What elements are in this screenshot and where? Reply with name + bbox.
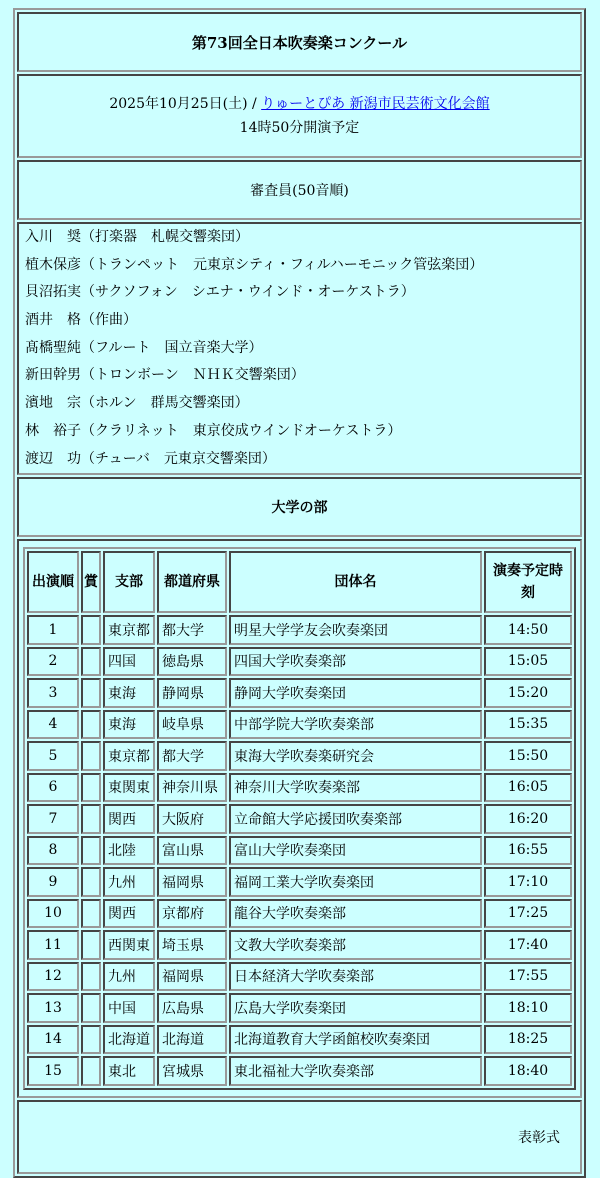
judges-heading: 審査員(50音順) bbox=[17, 160, 582, 220]
table-row bbox=[27, 773, 572, 803]
section-heading: 大学の部 bbox=[17, 477, 582, 537]
cell-group: 広島大学吹奏楽団 bbox=[229, 993, 482, 1023]
cell-group: 立命館大学応援団吹奏楽部 bbox=[229, 804, 482, 834]
cell-branch: 北海道 bbox=[103, 1025, 155, 1055]
table-row bbox=[27, 930, 572, 960]
cell-time: 18:25 bbox=[484, 1025, 572, 1055]
cell-branch: 東海 bbox=[103, 710, 155, 740]
cell-award bbox=[81, 867, 101, 897]
cell-group: 富山大学吹奏楽団 bbox=[229, 836, 482, 866]
cell-award bbox=[81, 615, 101, 645]
cell-time: 17:25 bbox=[484, 899, 572, 929]
cell-group: 中部学院大学吹奏楽部 bbox=[229, 710, 482, 740]
col-header-time: 演奏予定時刻 bbox=[484, 551, 572, 613]
cell-group: 福岡工業大学吹奏楽団 bbox=[229, 867, 482, 897]
cell-order: 13 bbox=[27, 993, 79, 1023]
col-header-order: 出演順 bbox=[27, 551, 79, 613]
hall-link[interactable]: りゅーとぴあ 新潟市民芸術文化会館 bbox=[261, 96, 490, 112]
cell-order: 15 bbox=[27, 1056, 79, 1086]
cell-prefecture: 都大学 bbox=[157, 741, 227, 771]
judge-entry: 林 裕子（クラリネット 東京佼成ウインドオーケストラ） bbox=[25, 422, 402, 439]
cell-time: 17:10 bbox=[484, 867, 572, 897]
table-row bbox=[27, 678, 572, 708]
cell-time: 15:05 bbox=[484, 647, 572, 677]
cell-branch: 西関東 bbox=[103, 930, 155, 960]
cell-order: 3 bbox=[27, 678, 79, 708]
col-header-award: 賞 bbox=[81, 551, 101, 613]
judge-entry: 渡辺 功（チューバ 元東京交響楽団） bbox=[25, 450, 276, 467]
cell-group: 静岡大学吹奏楽団 bbox=[229, 678, 482, 708]
cell-group: 龍谷大学吹奏楽部 bbox=[229, 899, 482, 929]
cell-time: 16:55 bbox=[484, 836, 572, 866]
cell-prefecture: 北海道 bbox=[157, 1025, 227, 1055]
table-row bbox=[27, 741, 572, 771]
award-ceremony: 表彰式 bbox=[17, 1100, 582, 1174]
page-title: 第73回全日本吹奏楽コンクール bbox=[17, 12, 582, 72]
table-row bbox=[27, 836, 572, 866]
table-row bbox=[27, 647, 572, 677]
cell-time: 17:40 bbox=[484, 930, 572, 960]
cell-prefecture: 大阪府 bbox=[157, 804, 227, 834]
cell-prefecture: 岐阜県 bbox=[157, 710, 227, 740]
table-row bbox=[27, 993, 572, 1023]
table-row bbox=[27, 962, 572, 992]
cell-branch: 北陸 bbox=[103, 836, 155, 866]
cell-time: 18:10 bbox=[484, 993, 572, 1023]
cell-prefecture: 富山県 bbox=[157, 836, 227, 866]
program-table bbox=[13, 8, 586, 1178]
cell-award bbox=[81, 899, 101, 929]
cell-order: 12 bbox=[27, 962, 79, 992]
cell-branch: 九州 bbox=[103, 867, 155, 897]
cell-order: 4 bbox=[27, 710, 79, 740]
table-row bbox=[27, 1056, 572, 1086]
cell-order: 10 bbox=[27, 899, 79, 929]
judge-entry: 入川 奨（打楽器 札幌交響楽団） bbox=[25, 229, 249, 245]
judge-entry: 濱地 宗（ホルン 群馬交響楽団） bbox=[25, 395, 249, 412]
concert-date: 2025年10月25日(土) / bbox=[109, 96, 262, 112]
cell-order: 6 bbox=[27, 773, 79, 803]
cell-group: 明星大学学友会吹奏楽団 bbox=[229, 615, 482, 645]
cell-order: 14 bbox=[27, 1025, 79, 1055]
col-header-group: 団体名 bbox=[229, 551, 482, 613]
cell-award bbox=[81, 710, 101, 740]
col-header-branch: 支部 bbox=[103, 551, 155, 613]
cell-prefecture: 京都府 bbox=[157, 899, 227, 929]
cell-time: 15:35 bbox=[484, 710, 572, 740]
cell-order: 1 bbox=[27, 615, 79, 645]
cell-branch: 中国 bbox=[103, 993, 155, 1023]
cell-time: 16:20 bbox=[484, 804, 572, 834]
cell-award bbox=[81, 962, 101, 992]
cell-branch: 九州 bbox=[103, 962, 155, 992]
cell-prefecture: 静岡県 bbox=[157, 678, 227, 708]
cell-group: 東北福祉大学吹奏楽部 bbox=[229, 1056, 482, 1086]
venue-info bbox=[17, 74, 582, 158]
cell-group: 文教大学吹奏楽部 bbox=[229, 930, 482, 960]
results-container bbox=[17, 539, 582, 1098]
cell-award bbox=[81, 678, 101, 708]
cell-branch: 関西 bbox=[103, 899, 155, 929]
cell-time: 15:20 bbox=[484, 678, 572, 708]
judge-entry: 酒井 格（作曲） bbox=[25, 312, 137, 329]
judge-entry: 貝沼拓実（サクソフォン シエナ・ウインド・オーケストラ） bbox=[25, 284, 415, 301]
judge-entry: 髙橋聖純（フルート 国立音楽大学） bbox=[25, 339, 263, 356]
cell-group: 北海道教育大学函館校吹奏楽団 bbox=[229, 1025, 482, 1055]
cell-group: 東海大学吹奏楽研究会 bbox=[229, 741, 482, 771]
cell-award bbox=[81, 993, 101, 1023]
results-table bbox=[23, 547, 576, 1090]
cell-time: 16:05 bbox=[484, 773, 572, 803]
cell-award bbox=[81, 930, 101, 960]
cell-award bbox=[81, 1056, 101, 1086]
table-row bbox=[27, 867, 572, 897]
cell-branch: 四国 bbox=[103, 647, 155, 677]
cell-prefecture: 広島県 bbox=[157, 993, 227, 1023]
table-row bbox=[27, 615, 572, 645]
cell-prefecture: 埼玉県 bbox=[157, 930, 227, 960]
table-header-row bbox=[27, 551, 572, 613]
cell-branch: 東関東 bbox=[103, 773, 155, 803]
cell-time: 17:55 bbox=[484, 962, 572, 992]
table-row bbox=[27, 710, 572, 740]
start-time: 14時50分開演予定 bbox=[239, 120, 360, 136]
cell-prefecture: 都大学 bbox=[157, 615, 227, 645]
cell-award bbox=[81, 773, 101, 803]
cell-order: 5 bbox=[27, 741, 79, 771]
cell-award bbox=[81, 804, 101, 834]
table-row bbox=[27, 899, 572, 929]
cell-award bbox=[81, 647, 101, 677]
cell-award bbox=[81, 1025, 101, 1055]
cell-branch: 東京都 bbox=[103, 615, 155, 645]
cell-branch: 関西 bbox=[103, 804, 155, 834]
cell-prefecture: 徳島県 bbox=[157, 647, 227, 677]
cell-prefecture: 宮城県 bbox=[157, 1056, 227, 1086]
col-header-prefecture: 都道府県 bbox=[157, 551, 227, 613]
table-row bbox=[27, 1025, 572, 1055]
cell-prefecture: 福岡県 bbox=[157, 962, 227, 992]
cell-branch: 東京都 bbox=[103, 741, 155, 771]
judges-list bbox=[17, 222, 582, 475]
cell-prefecture: 福岡県 bbox=[157, 867, 227, 897]
cell-time: 15:50 bbox=[484, 741, 572, 771]
table-row bbox=[27, 804, 572, 834]
cell-order: 8 bbox=[27, 836, 79, 866]
cell-award bbox=[81, 741, 101, 771]
cell-order: 7 bbox=[27, 804, 79, 834]
cell-group: 日本経済大学吹奏楽部 bbox=[229, 962, 482, 992]
cell-time: 14:50 bbox=[484, 615, 572, 645]
cell-branch: 東海 bbox=[103, 678, 155, 708]
cell-order: 11 bbox=[27, 930, 79, 960]
cell-group: 四国大学吹奏楽部 bbox=[229, 647, 482, 677]
cell-prefecture: 神奈川県 bbox=[157, 773, 227, 803]
cell-order: 2 bbox=[27, 647, 79, 677]
cell-order: 9 bbox=[27, 867, 79, 897]
judge-entry: 植木保彦（トランペット 元東京シティ・フィルハーモニック管弦楽団） bbox=[25, 256, 484, 273]
judge-entry: 新田幹男（トロンボーン ＮＨＫ交響楽団） bbox=[25, 367, 305, 384]
cell-award bbox=[81, 836, 101, 866]
cell-group: 神奈川大学吹奏楽部 bbox=[229, 773, 482, 803]
cell-branch: 東北 bbox=[103, 1056, 155, 1086]
cell-time: 18:40 bbox=[484, 1056, 572, 1086]
